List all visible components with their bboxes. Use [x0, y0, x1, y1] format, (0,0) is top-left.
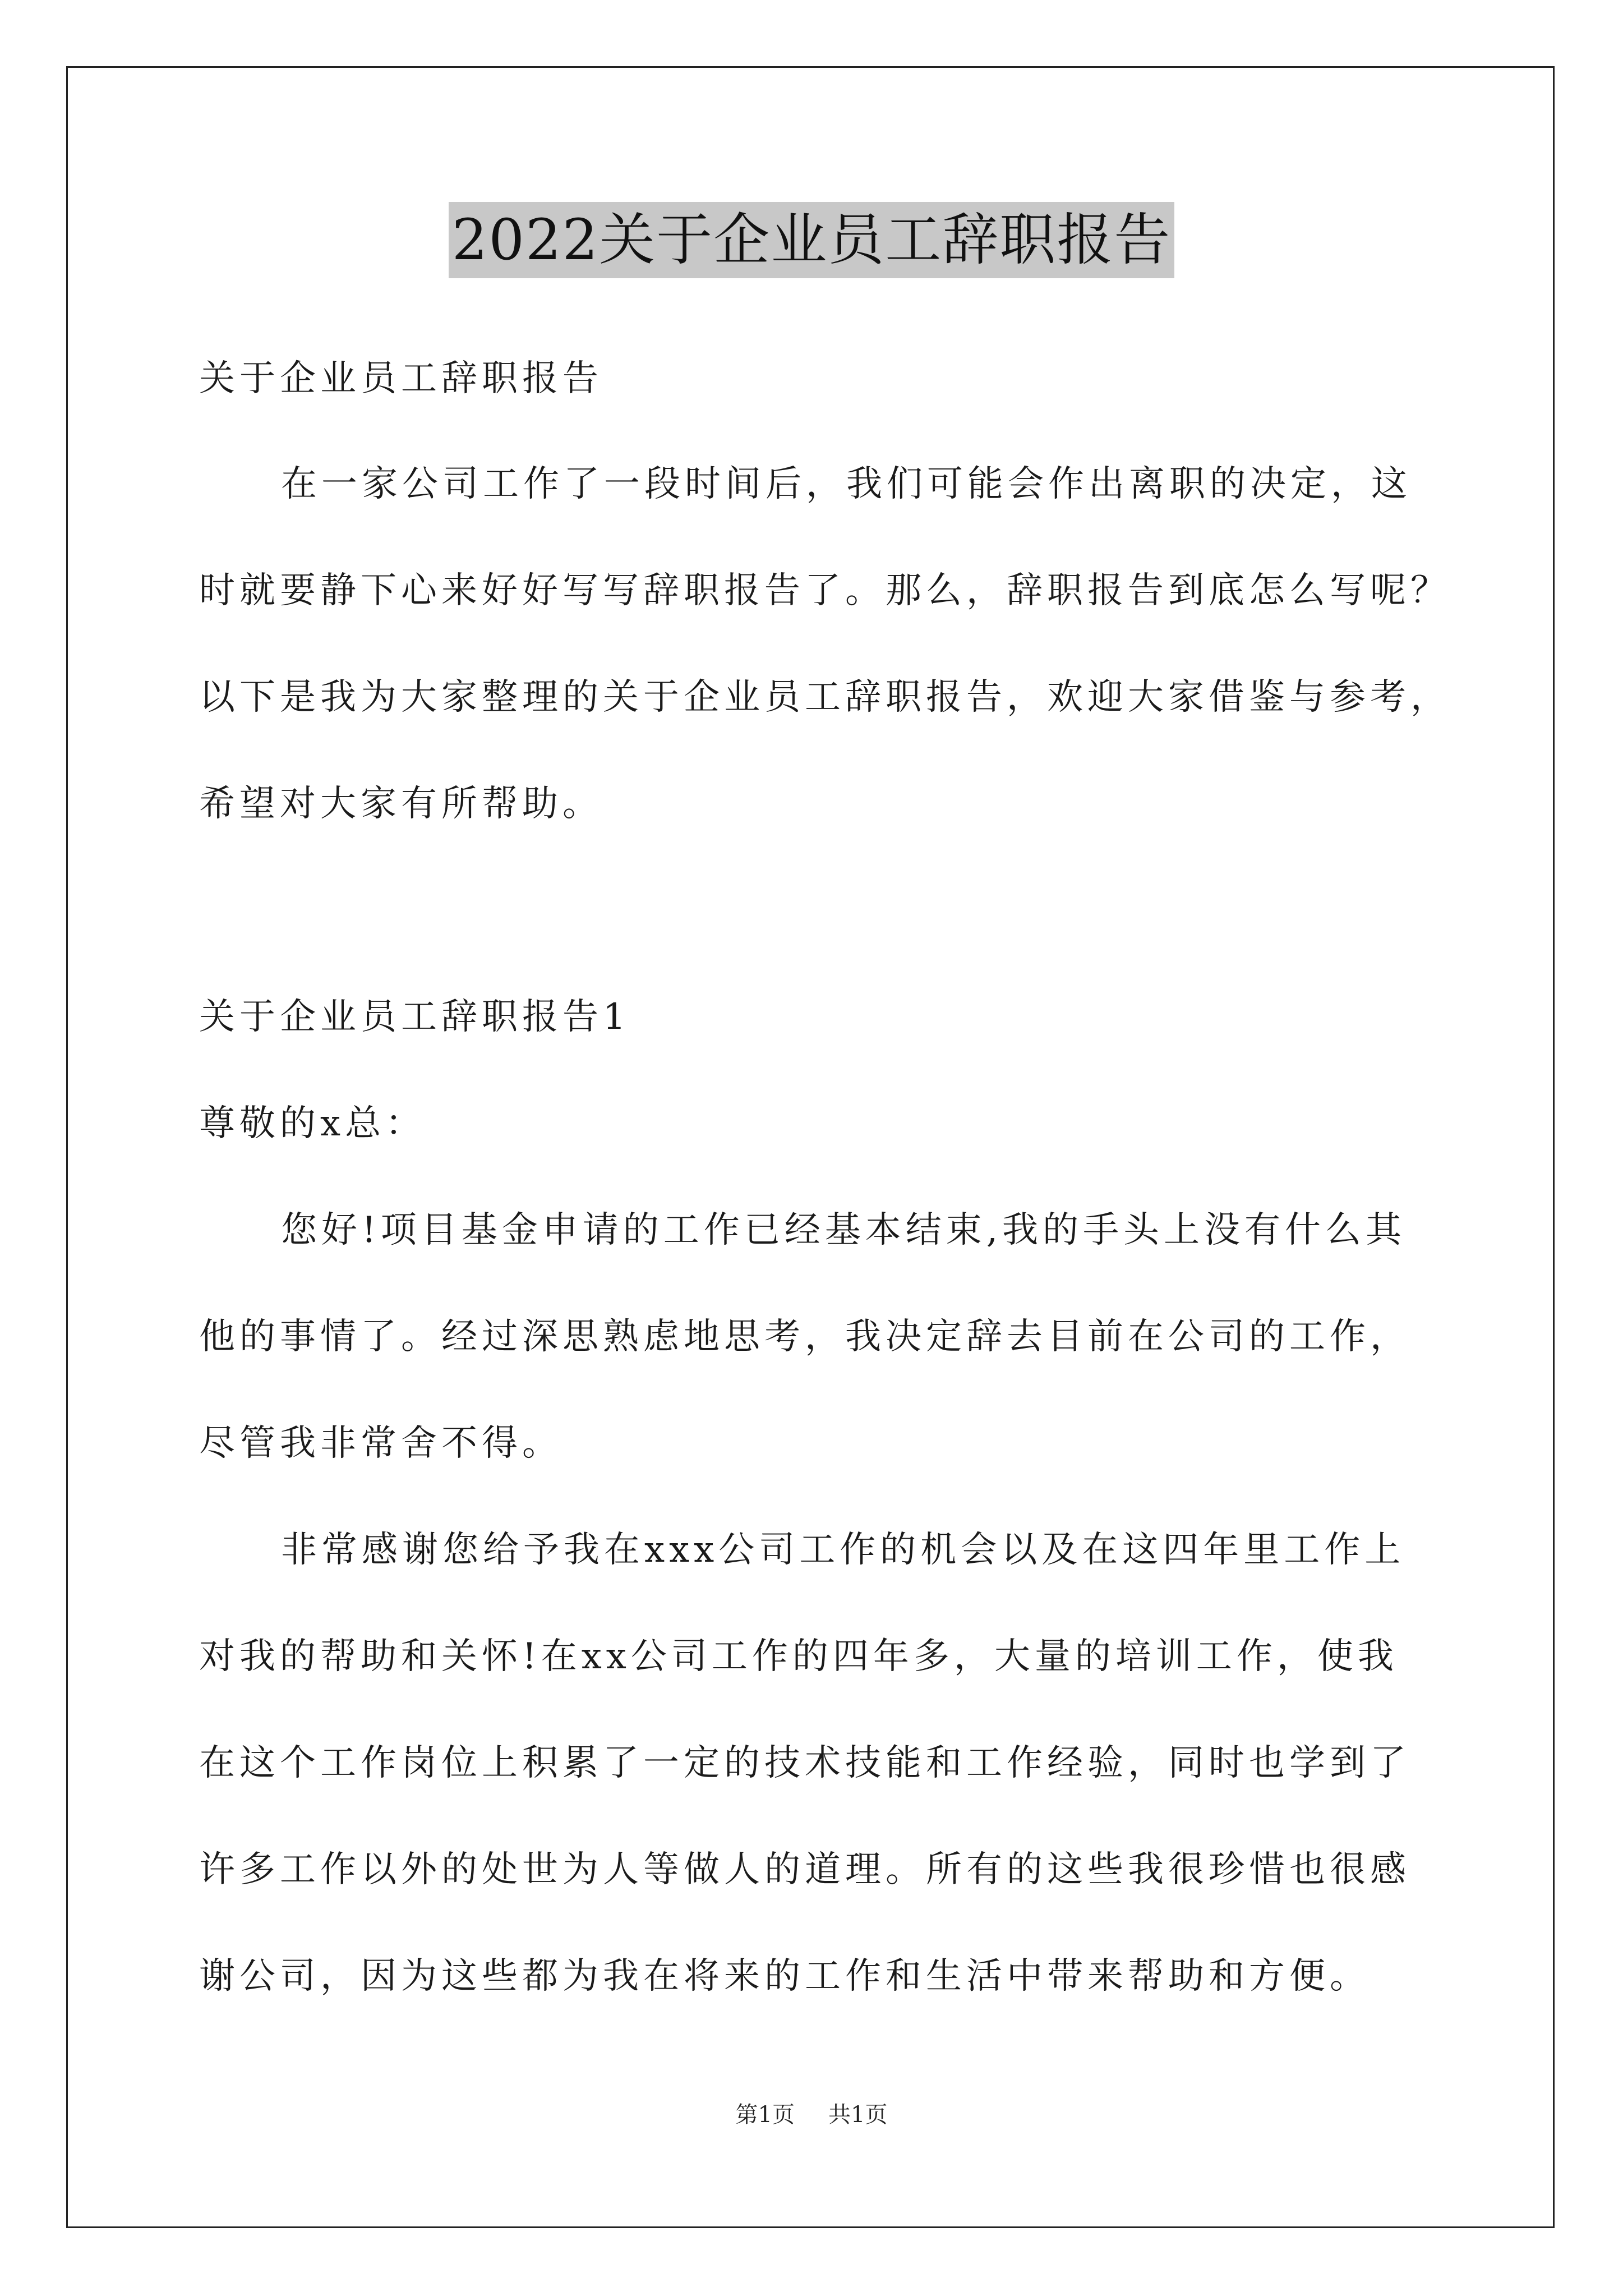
intro-line-4: 希望对大家有所帮助。	[199, 783, 603, 825]
para2-line-4: 许多工作以外的处世为人等做人的道理。所有的这些我很珍惜也很感	[199, 1849, 1410, 1890]
subtitle: 关于企业员工辞职报告	[199, 358, 603, 399]
intro-line-3: 以下是我为大家整理的关于企业员工辞职报告，欢迎大家借鉴与参考，	[199, 677, 1451, 718]
para1-line-1: 您好!项目基金申请的工作已经基本结束,我的手头上没有什么其	[281, 1209, 1407, 1251]
para2-line-5: 谢公司，因为这些都为我在将来的工作和生活中带来帮助和方便。	[199, 1955, 1370, 1997]
title-container	[0, 202, 1623, 278]
para2-line-2: 对我的帮助和关怀!在xx公司工作的四年多，大量的培训工作，使我	[199, 1636, 1398, 1677]
para2-line-3: 在这个工作岗位上积累了一定的技术技能和工作经验，同时也学到了	[199, 1742, 1410, 1784]
intro-line-2: 时就要静下心来好好写写辞职报告了。那么，辞职报告到底怎么写呢？	[199, 570, 1451, 611]
para1-line-2: 他的事情了。经过深思熟虑地思考，我决定辞去目前在公司的工作，	[199, 1316, 1410, 1358]
salutation: 尊敬的x总：	[199, 1103, 426, 1144]
para2-line-1: 非常感谢您给予我在xxx公司工作的机会以及在这四年里工作上	[281, 1529, 1405, 1571]
document-title: 2022关于企业员工辞职报告	[449, 202, 1175, 278]
para1-line-3: 尽管我非常舍不得。	[199, 1423, 562, 1464]
section-heading: 关于企业员工辞职报告1	[199, 996, 630, 1038]
page-total: 共1页	[828, 2102, 888, 2128]
intro-line-1: 在一家公司工作了一段时间后，我们可能会作出离职的决定，这	[281, 463, 1412, 505]
page-number: 第1页	[735, 2102, 795, 2128]
page-footer	[0, 2098, 1623, 2132]
